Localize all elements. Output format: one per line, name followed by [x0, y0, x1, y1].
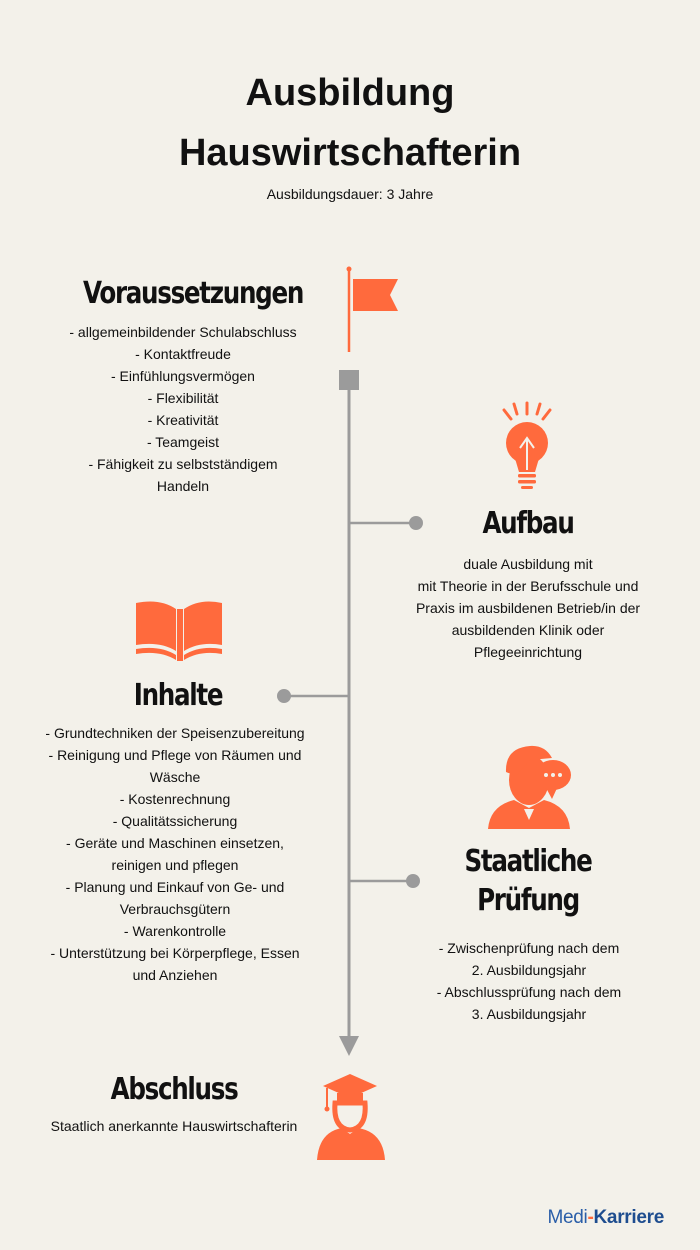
list-item: - Kostenrechnung — [119, 791, 231, 807]
timeline-start-square — [339, 370, 359, 390]
list-item: - Abschlussprüfung nach dem — [436, 984, 622, 1000]
brand-part1: Medi — [547, 1207, 588, 1228]
aufbau-heading: Aufbau — [482, 506, 574, 541]
lightbulb-icon — [504, 403, 550, 489]
inhalte-list — [20, 722, 330, 986]
list-item: - Teamgeist — [146, 434, 220, 450]
branch-pruefung-dot — [406, 874, 420, 888]
list-item: - Planung und Einkauf von Ge- und — [65, 879, 285, 895]
list-item: - Unterstützung bei Körperpflege, Essen — [50, 945, 300, 961]
list-item: - Grundtechniken der Speisenzubereitung — [45, 725, 305, 741]
list-item: Verbrauchsgütern — [119, 901, 231, 917]
list-item: - Reinigung und Pflege von Räumen und — [48, 747, 302, 763]
list-item: mit Theorie in der Berufsschule und — [417, 578, 639, 594]
graduate-icon — [317, 1074, 385, 1160]
list-item: 3. Ausbildungsjahr — [471, 1006, 587, 1022]
list-item: - Zwischenprüfung nach dem — [438, 940, 620, 956]
brand-separator: - — [587, 1207, 594, 1228]
list-item: - Kontaktfreude — [135, 346, 231, 362]
list-item: Praxis im ausbildenen Betrieb/in der — [415, 600, 641, 616]
aufbau-list — [378, 553, 678, 663]
abschluss-text: Staatlich anerkannte Hauswirtschafterin — [50, 1118, 298, 1134]
pruefung-heading-line1: Staatliche — [464, 844, 592, 879]
person-speech-bubble-icon — [488, 746, 571, 829]
abschluss-heading: Abschluss — [110, 1072, 238, 1107]
list-item: - Einfühlungsvermögen — [111, 368, 255, 384]
flag-icon — [347, 267, 399, 353]
timeline-arrowhead — [339, 1036, 359, 1056]
brand-part2: Karriere — [593, 1207, 664, 1228]
list-item: - Fähigkeit zu selbstständigem — [88, 456, 278, 472]
list-item: - Kreativität — [147, 412, 219, 428]
list-item: 2. Ausbildungsjahr — [471, 962, 587, 978]
list-item: Wäsche — [149, 769, 201, 785]
list-item: Handeln — [156, 478, 210, 494]
pruefung-list — [374, 937, 684, 1025]
list-item: und Anziehen — [132, 967, 218, 983]
branch-inhalte-dot — [277, 689, 291, 703]
page-title-line2: Hauswirtschafterin — [178, 132, 522, 174]
list-item: - allgemeinbildender Schulabschluss — [69, 324, 297, 340]
brand-logo — [548, 1207, 665, 1229]
list-item: reinigen und pflegen — [111, 857, 239, 873]
open-book-icon — [136, 601, 222, 661]
list-item: - Warenkontrolle — [123, 923, 227, 939]
list-item: - Qualitätssicherung — [112, 813, 238, 829]
list-item: Pflegeeinrichtung — [473, 644, 583, 660]
voraussetzungen-list — [33, 321, 333, 497]
page-title-line1: Ausbildung — [245, 72, 455, 114]
list-item: ausbildenden Klinik oder — [451, 622, 605, 638]
list-item: duale Ausbildung mit — [463, 556, 593, 572]
pruefung-heading-line2: Prüfung — [477, 883, 579, 918]
voraussetzungen-heading: Voraussetzungen — [82, 276, 304, 311]
list-item: - Flexibilität — [147, 390, 219, 406]
inhalte-heading: Inhalte — [133, 678, 223, 713]
list-item: - Geräte und Maschinen einsetzen, — [66, 835, 284, 851]
page-subtitle: Ausbildungsdauer: 3 Jahre — [266, 186, 434, 202]
branch-aufbau-dot — [409, 516, 423, 530]
